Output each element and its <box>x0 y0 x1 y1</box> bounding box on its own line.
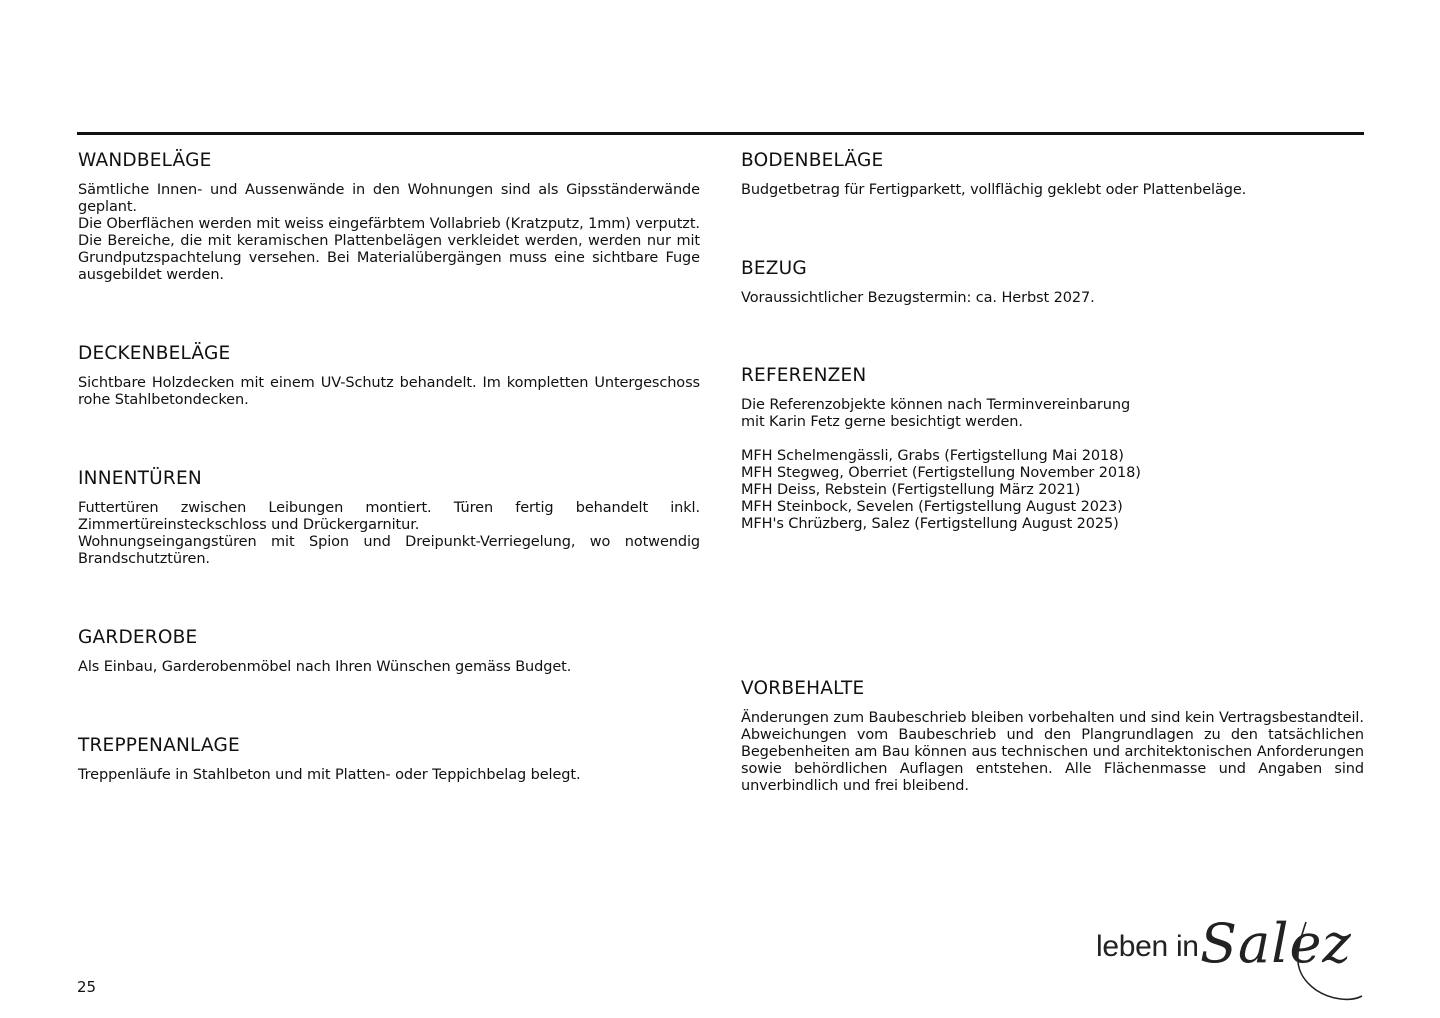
section-title: TREPPENANLAGE <box>78 735 240 756</box>
section-treppenanlage <box>78 735 700 784</box>
section-body <box>741 710 1364 795</box>
section-body <box>78 767 700 784</box>
section-vorbehalte <box>741 678 1364 795</box>
paragraph: Budgetbetrag für Fertigparkett, vollflächig geklebt oder Plattenbeläge. <box>741 182 1247 198</box>
top-rule <box>77 132 1364 135</box>
section-body <box>741 290 1364 307</box>
logo-swash-icon <box>1196 912 1366 1004</box>
paragraph: Treppenläufe in Stahlbeton und mit Platten- oder Teppichbelag belegt. <box>78 767 581 783</box>
list-item: MFH Steinbock, Sevelen (Fertigstellung August 2023) <box>741 499 1123 515</box>
paragraph: Sichtbare Holzdecken mit einem UV-Schutz behandelt. Im kompletten Untergeschoss rohe Stahlbetondecken. <box>78 375 700 408</box>
paragraph: Abweichungen vom Baubeschrieb und den Plangrundlagen zu den tatsächlichen Begebenheiten am Bau können aus technischen und architektonischen Anforderungen sowie behördlichen Auflagen entstehen. Alle Flächenmasse und Angaben sind unverbindlich und frei bleibend. <box>741 727 1364 794</box>
section-garderobe <box>78 627 700 676</box>
paragraph: Änderungen zum Baubeschrieb bleiben vorbehalten und sind kein Vertragsbestandteil. <box>741 710 1364 726</box>
section-body <box>78 500 700 568</box>
reference-list <box>741 448 1364 533</box>
page-number: 25 <box>77 978 97 996</box>
paragraph: Wohnungseingangstüren mit Spion und Dreipunkt-Verriegelung, wo notwendig Brandschutztüren. <box>78 534 700 567</box>
section-body <box>78 375 700 409</box>
section-title: GARDEROBE <box>78 627 198 648</box>
section-title: INNENTÜREN <box>78 468 202 489</box>
section-title: VORBEHALTE <box>741 678 865 699</box>
paragraph: Sämtliche Innen- und Aussenwände in den Wohnungen sind als Gipsständerwände geplant. <box>78 182 700 215</box>
list-item: MFH Stegweg, Oberriet (Fertigstellung November 2018) <box>741 465 1141 481</box>
section-wandbelaege <box>78 150 700 284</box>
paragraph: Die Oberflächen werden mit weiss eingefärbtem Vollabrieb (Kratzputz, 1mm) verputzt. <box>78 216 700 232</box>
logo-script-text: Salez <box>1200 912 1352 975</box>
section-title: REFERENZEN <box>741 365 867 386</box>
list-item: MFH Deiss, Rebstein (Fertigstellung März 2021) <box>741 482 1081 498</box>
section-bezug <box>741 258 1364 307</box>
section-title: BODENBELÄGE <box>741 150 884 171</box>
paragraph: mit Karin Fetz gerne besichtigt werden. <box>741 414 1023 430</box>
section-bodenbelaege <box>741 150 1364 199</box>
section-body <box>741 182 1364 199</box>
section-innentueren <box>78 468 700 568</box>
section-title: DECKENBELÄGE <box>78 343 231 364</box>
paragraph: Futtertüren zwischen Leibungen montiert. Türen fertig behandelt inkl. Zimmertüreinsteckschloss und Drückergarnitur. <box>78 500 700 533</box>
paragraph: Die Referenzobjekte können nach Terminvereinbarung <box>741 397 1131 413</box>
paragraph: Als Einbau, Garderobenmöbel nach Ihren Wünschen gemäss Budget. <box>78 659 572 675</box>
section-body <box>78 659 700 676</box>
paragraph: Voraussichtlicher Bezugstermin: ca. Herbst 2027. <box>741 290 1095 306</box>
section-title: BEZUG <box>741 258 807 279</box>
section-body <box>741 397 1364 533</box>
section-referenzen <box>741 365 1364 533</box>
section-body <box>78 182 700 284</box>
list-item: MFH's Chrüzberg, Salez (Fertigstellung August 2025) <box>741 516 1119 532</box>
section-deckenbelaege <box>78 343 700 409</box>
paragraph: Die Bereiche, die mit keramischen Plattenbelägen verkleidet werden, werden nur mit Grundputzspachtelung versehen. Bei Materialübergängen muss eine sichtbare Fuge ausgebildet werden. <box>78 233 700 283</box>
logo-text: leben in <box>1096 930 1199 963</box>
list-item: MFH Schelmengässli, Grabs (Fertigstellung Mai 2018) <box>741 448 1124 464</box>
section-title: WANDBELÄGE <box>78 150 212 171</box>
brand-logo <box>1096 912 1366 1004</box>
